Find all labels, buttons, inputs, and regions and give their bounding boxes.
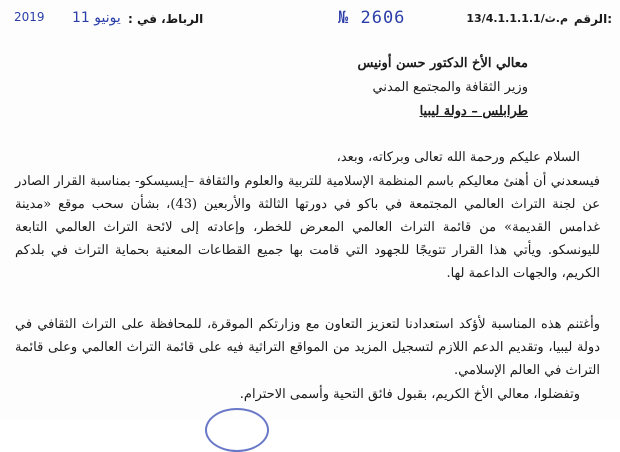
greeting: السلام عليكم ورحمة الله تعالى وبركاته، وبعد، [336,150,580,165]
recipient-position: وزير الثقافة والمجتمع المدني [372,80,528,95]
reference-label: الرقم: [573,12,612,26]
body-paragraph-2: وأغتنم هذه المناسبة لأؤكد استعدادنا لتعزيز التعاون مع وزارتكم الموقرة، للمحافظة على التراث الثقافي في دولة ليبيا، وتقديم الدعم اللازم لتسجيل المزيد من المواقع التراثية فيه على قائمة التراث العالمي وعلى قائمة التراث في العالم الإسلامي. [15,317,600,378]
date-year: 2019 [14,10,45,24]
outgoing-number-stamp: № 2606 [338,8,406,28]
recipient-name: معالي الأخ الدكتور حسن أونيس [357,56,528,71]
date-day-month: 11 يونيو [72,10,121,26]
recipient-location: طرابلس – دولة ليبيا [419,104,528,119]
closing-line: وتفضلوا، معالي الأخ الكريم، بقبول فائق التحية وأسمى الاحترام. [239,387,580,402]
body-paragraph-1: فيسعدني أن أهنئ معاليكم باسم المنظمة الإسلامية للتربية والعلوم والثقافة –إيسيسكو- بمناسبة القرار الصادر عن لجنة التراث العالمي المجتمعة في باكو في دورتها الثالثة والأربعين (43)، بشأن سحب موقع «مدينة غدامس القديمة» من قائمة التراث العالمي المعرض للخطر، وإعادته إلى لائحة التراث العالمي التابعة لليونسكو. ويأتي هذا القرار تتويجًا للجهود التي قامت بها جميع القطاعات المعنية بحماية التراث في بلدكم الكريم، والجهات الداعمة لها. [15,174,600,281]
date-label: الرباط، في : [128,12,204,26]
official-seal-icon [205,408,269,452]
letter-header [0,8,620,34]
reference-code: م.ث/13/4.1.1.1.1 [466,12,568,25]
